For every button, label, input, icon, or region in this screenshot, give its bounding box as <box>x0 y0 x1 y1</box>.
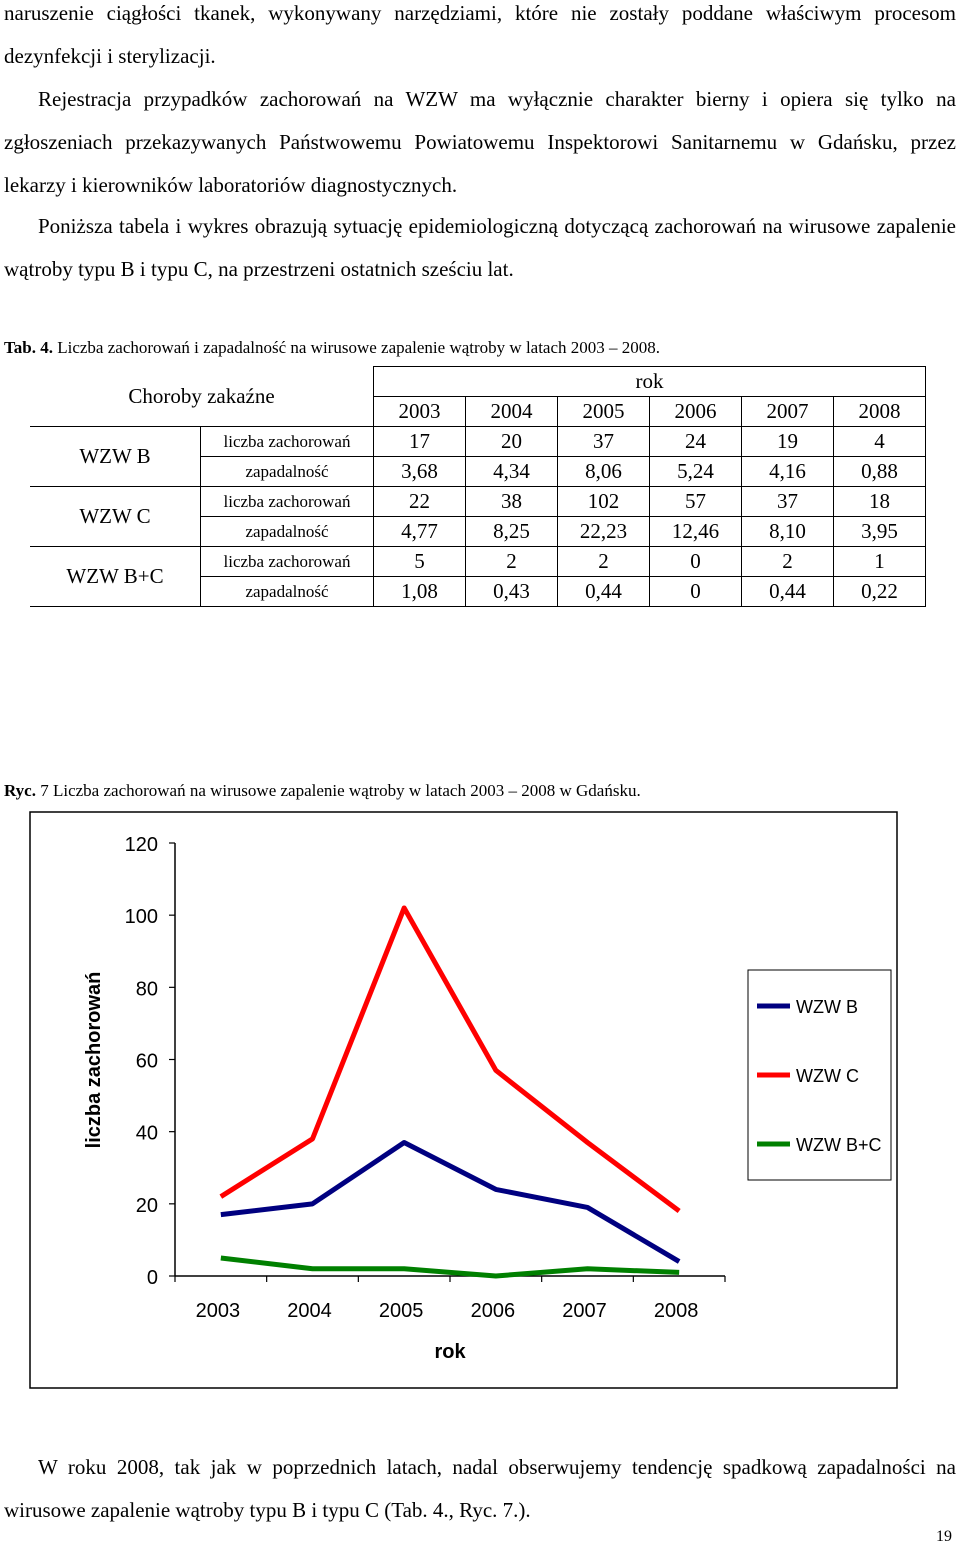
table-disease-name: WZW C <box>30 487 201 547</box>
table-cell: 57 <box>650 487 742 517</box>
table-cell: 18 <box>834 487 926 517</box>
chart-x-axis-label: rok <box>434 1341 466 1363</box>
chart-legend <box>757 997 882 1155</box>
table-cell: 1 <box>834 547 926 577</box>
table-cell: 8,06 <box>558 457 650 487</box>
chart-legend-label: WZW B+C <box>796 1135 882 1155</box>
chart-series <box>221 908 680 1276</box>
table-cell: 37 <box>558 427 650 457</box>
table-cell: 22 <box>374 487 466 517</box>
table-caption-label: Tab. 4. <box>4 338 53 357</box>
table-cell: 2 <box>466 547 558 577</box>
table-cell: 0,44 <box>742 577 834 607</box>
table-disease-name: WZW B+C <box>30 547 201 607</box>
table-cell: 22,23 <box>558 517 650 547</box>
table-measure-label: zapadalność <box>201 577 374 607</box>
table-cell: 5 <box>374 547 466 577</box>
chart-y-tick-label: 0 <box>146 1267 158 1289</box>
table-measure-label: liczba zachorowań <box>201 547 374 577</box>
chart-y-tick-label: 60 <box>135 1050 158 1073</box>
table-year-header: 2005 <box>558 397 650 427</box>
table-cell: 4 <box>834 427 926 457</box>
table-cell: 0 <box>650 547 742 577</box>
table-measure-label: liczba zachorowań <box>201 487 374 517</box>
table-cell: 2 <box>558 547 650 577</box>
figure-caption-text: 7 Liczba zachorowań na wirusowe zapalenie wątroby w latach 2003 – 2008 w Gdańsku. <box>35 781 641 800</box>
chart-y-tick-label: 20 <box>135 1194 158 1217</box>
table-header-year: rok <box>374 367 926 397</box>
chart-series-line-2 <box>221 1258 679 1276</box>
table-year-header: 2006 <box>650 397 742 427</box>
chart-y-tick-label: 100 <box>124 906 158 929</box>
table-measure-label: liczba zachorowań <box>201 427 374 457</box>
chart-x-tick-label: 2008 <box>653 1300 699 1322</box>
chart-y-axis-label: liczba zachorowań <box>83 971 105 1149</box>
table-year-header: 2007 <box>742 397 834 427</box>
table-caption-text: Liczba zachorowań i zapadalność na wirusowe zapalenie wątroby w latach 2003 – 2008. <box>52 338 661 357</box>
chart-y-tick-label: 120 <box>124 834 158 856</box>
table-cell: 20 <box>466 427 558 457</box>
table-cell: 19 <box>742 427 834 457</box>
paragraph-intro: naruszenie ciągłości tkanek, wykonywany narzędziami, które nie zostały poddane właściwym procesom dezynfekcji i sterylizacji. <box>4 1 956 68</box>
table-year-header: 2008 <box>834 397 926 427</box>
table-cell: 38 <box>466 487 558 517</box>
table-cell: 37 <box>742 487 834 517</box>
table-cell: 3,95 <box>834 517 926 547</box>
table-cell: 2 <box>742 547 834 577</box>
table-measure-label: zapadalność <box>201 457 374 487</box>
table-year-header: 2003 <box>374 397 466 427</box>
chart-y-tick-label: 40 <box>135 1122 158 1145</box>
table-cell: 0,44 <box>558 577 650 607</box>
table-cell: 12,46 <box>650 517 742 547</box>
table-cell: 4,77 <box>374 517 466 547</box>
chart-x-tick-label: 2005 <box>378 1300 424 1322</box>
table-cell: 0,43 <box>466 577 558 607</box>
table-disease-name: WZW B <box>30 427 201 487</box>
table-cell: 3,68 <box>374 457 466 487</box>
chart-frame <box>30 812 897 1388</box>
table-cell: 17 <box>374 427 466 457</box>
table-cell: 0,22 <box>834 577 926 607</box>
table-header-diseases: Choroby zakaźne <box>30 367 374 427</box>
table-year-header: 2004 <box>466 397 558 427</box>
chart-axes <box>125 834 725 1322</box>
table-cell: 0 <box>650 577 742 607</box>
chart-x-tick-label: 2004 <box>287 1300 332 1322</box>
paragraph-table-intro: Poniższa tabela i wykres obrazują sytuację epidemiologiczną dotyczącą zachorowań na wirusowe zapalenie wątroby typu B i typu C, na przestrzeni ostatnich sześciu lat. <box>4 214 956 281</box>
table-cell: 5,24 <box>650 457 742 487</box>
paragraph-conclusion: W roku 2008, tak jak w poprzednich latach, nadal obserwujemy tendencję spadkową zapadalności na wirusowe zapalenie wątroby typu B i typu C (Tab. 4., Ryc. 7.). <box>4 1455 956 1522</box>
table-cell: 4,16 <box>742 457 834 487</box>
paragraph-registration: Rejestracja przypadków zachorowań na WZW ma wyłącznie charakter bierny i opiera się tylko na zgłoszeniach przekazywanych Państwowemu Powiatowemu Inspektorowi Sanitarnemu w Gdańsku, przez lekarzy i kierowników laboratoriów diagnostycznych. <box>4 87 956 197</box>
table-cell: 4,34 <box>466 457 558 487</box>
chart-legend-label: WZW B <box>796 997 858 1017</box>
chart-x-tick-label: 2003 <box>195 1300 241 1322</box>
table-cell: 24 <box>650 427 742 457</box>
table-measure-label: zapadalność <box>201 517 374 547</box>
table-cell: 0,88 <box>834 457 926 487</box>
table-cell: 1,08 <box>374 577 466 607</box>
figure-caption-label: Ryc. <box>4 781 36 800</box>
table-cell: 8,10 <box>742 517 834 547</box>
chart-y-tick-label: 80 <box>135 978 158 1001</box>
table-cell: 102 <box>558 487 650 517</box>
table-cell: 8,25 <box>466 517 558 547</box>
chart-legend-label: WZW C <box>796 1066 859 1086</box>
chart-x-tick-label: 2007 <box>562 1300 607 1322</box>
page-number: 19 <box>936 1528 952 1545</box>
chart-x-tick-label: 2006 <box>470 1300 516 1322</box>
